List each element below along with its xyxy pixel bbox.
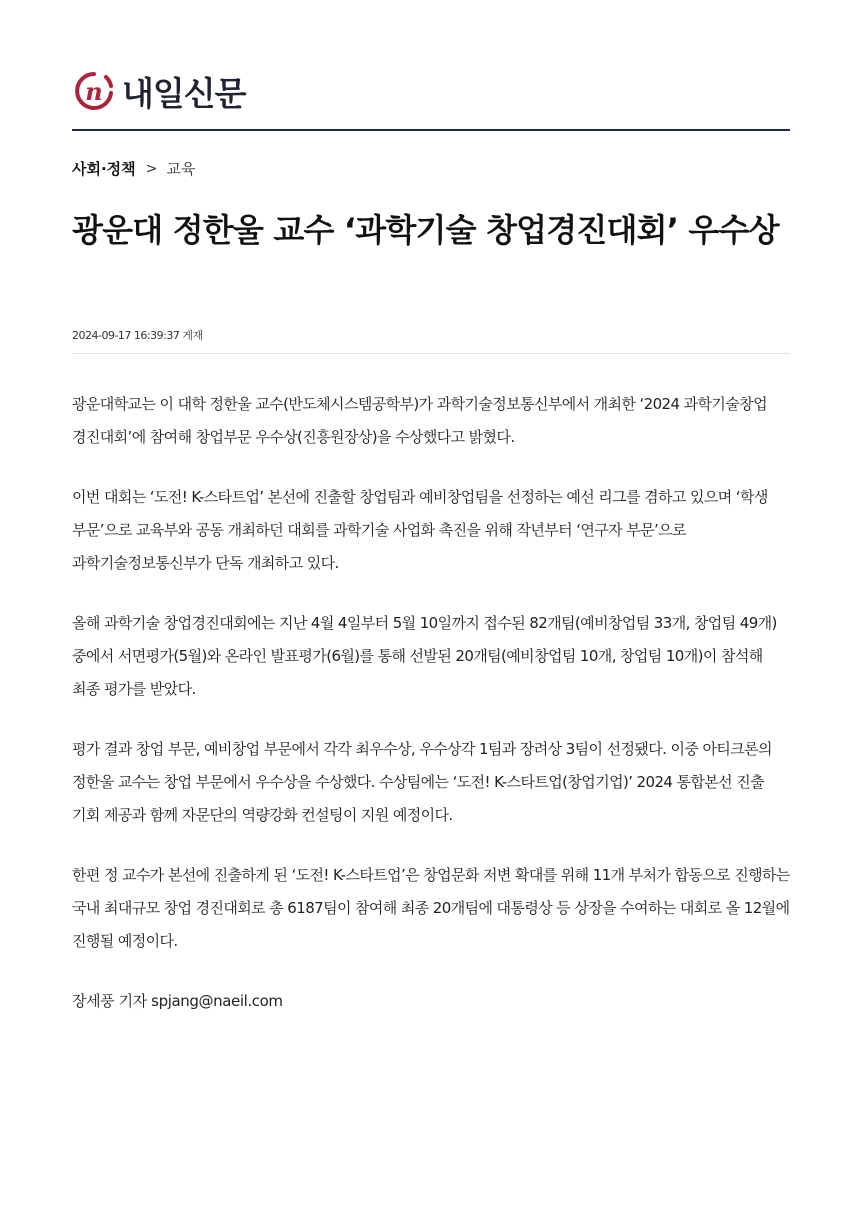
- byline: 장세풍 기자 spjang@naeil.com: [72, 992, 283, 1010]
- masthead-divider: [72, 129, 790, 131]
- masthead[interactable]: [72, 66, 246, 116]
- svg-text:n: n: [85, 77, 103, 106]
- publish-timestamp: 2024-09-17 16:39:37 게재: [72, 329, 203, 342]
- article-paragraph: 한편 정 교수가 본선에 진출하게 된 ‘도전! K-스타트업’은 창업문화 저변 확대를 위해 11개 부처가 합동으로 진행하는 국내 최대규모 창업 경진대회로 총 6187팀이 참여해 최종 20개팀에 대통령상 등 상장을 수여하는 대회로 올 12월에 진행될 예정이다.: [72, 866, 790, 950]
- naeil-logo-icon: [72, 69, 116, 113]
- breadcrumb: [72, 158, 195, 179]
- article-body: [72, 388, 790, 1018]
- logo-wordmark: 내일신문: [122, 73, 246, 113]
- meta-divider: [72, 353, 790, 354]
- article-paragraph: 광운대학교는 이 대학 정한울 교수(반도체시스템공학부)가 과학기술정보통신부에서 개최한 ‘2024 과학기술창업 경진대회’에 참여해 창업부문 우수상(진흥원장상)을 수상했다고 밝혔다.: [72, 395, 767, 446]
- breadcrumb-section-link[interactable]: 사회·정책: [72, 160, 136, 178]
- chevron-right-icon: >: [145, 160, 158, 177]
- article-paragraph: 올해 과학기술 창업경진대회에는 지난 4월 4일부터 5월 10일까지 접수된 82개팀(예비창업팀 33개, 창업팀 49개) 중에서 서면평가(5월)와 온라인 발표평가(6월)를 통해 선발된 20개팀(예비창업팀 10개, 창업팀 10개)이 참석해 최종 평가를 받았다.: [72, 614, 777, 698]
- article-paragraph: 평가 결과 창업 부문, 예비창업 부문에서 각각 최우수상, 우수상각 1팀과 장려상 3팀이 선정됐다. 이중 아티크론의 정한울 교수는 창업 부문에서 우수상을 수상했다. 수상팀에는 ‘도전! K-스타트업(창업기업)’ 2024 통합본선 진출 기회 제공과 함께 자문단의 역량강화 컨설팅이 지원 예정이다.: [72, 740, 772, 824]
- article-title: 광운대 정한울 교수 ‘과학기술 창업경진대회’ 우수상: [72, 211, 779, 249]
- article-paragraph: 이번 대회는 ‘도전! K-스타트업’ 본선에 진출할 창업팀과 예비창업팀을 선정하는 예선 리그를 겸하고 있으며 ‘학생 부문’으로 교육부와 공동 개최하던 대회를 과학기술 사업화 촉진을 위해 작년부터 ‘연구자 부문’으로 과학기술정보통신부가 단독 개최하고 있다.: [72, 488, 768, 572]
- breadcrumb-subsection-link[interactable]: 교육: [166, 160, 196, 178]
